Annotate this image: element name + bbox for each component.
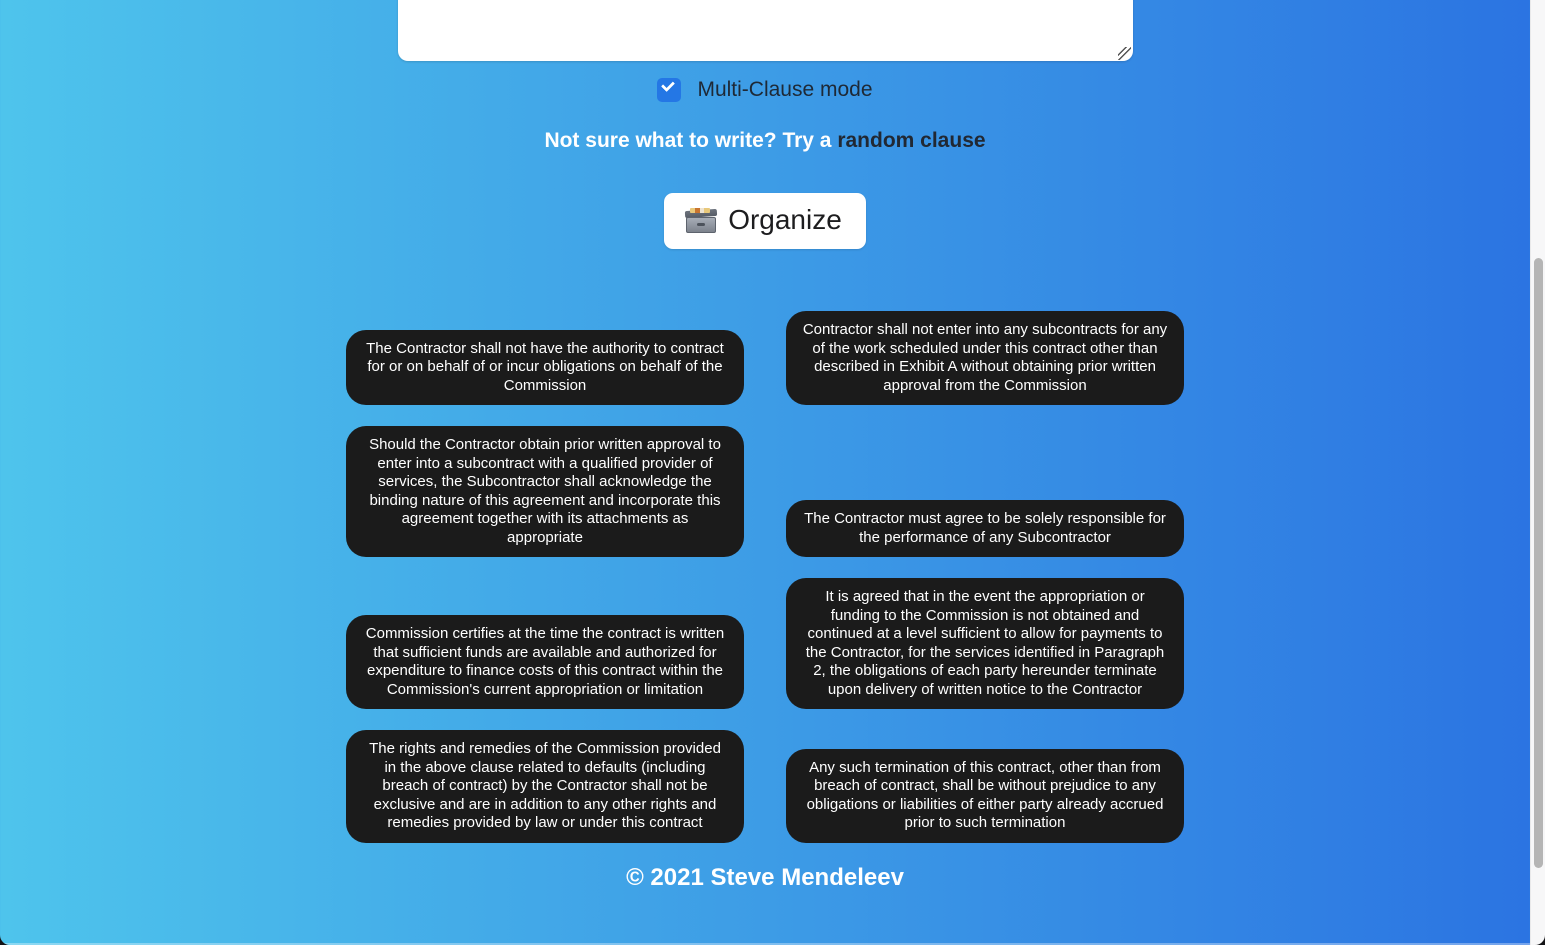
clause-card[interactable]: Any such termination of this contract, other than from breach of contract, shall be without prejudice to any obligations or liabilities of either party already accrued prior to such termination (786, 749, 1184, 843)
organize-row (0, 193, 1530, 249)
clause-input-textarea[interactable] (398, 0, 1133, 61)
checkmark-icon (661, 78, 675, 92)
clause-card[interactable]: Commission certifies at the time the contract is written that sufficient funds are available and authorized for expenditure to finance costs of this contract within the Commission's current appropriation or limitation (346, 615, 744, 709)
clause-row (0, 578, 1530, 709)
clause-row (0, 311, 1530, 405)
clause-card[interactable]: Should the Contractor obtain prior written approval to enter into a subcontract with a qualified provider of services, the Subcontractor shall acknowledge the binding nature of this agreement and incorporate this agreement together with its attachments as appropriate (346, 426, 744, 557)
scrollbar-track[interactable] (1530, 0, 1545, 945)
card-file-box-icon (686, 208, 716, 233)
random-clause-link[interactable]: random clause (837, 129, 986, 152)
clause-card[interactable]: The rights and remedies of the Commission provided in the above clause related to defaults (including breach of contract) by the Contractor shall not be exclusive and are in addition to any other rights and remedies provided by law or under this contract (346, 730, 744, 843)
multi-clause-row (0, 78, 1530, 102)
scrollbar-thumb[interactable] (1534, 258, 1543, 868)
clause-board (0, 311, 1530, 843)
clause-row (0, 426, 1530, 557)
textarea-resize-handle[interactable] (1118, 47, 1131, 60)
hint-text: Not sure what to write? Try a (544, 129, 838, 152)
clause-card[interactable]: The Contractor must agree to be solely responsible for the performance of any Subcontractor (786, 500, 1184, 557)
multi-clause-label[interactable]: Multi-Clause mode (697, 78, 873, 101)
clause-card[interactable]: The Contractor shall not have the authority to contract for or on behalf of or incur obligations on behalf of the Commission (346, 330, 744, 406)
organize-button-label: Organize (728, 204, 842, 235)
organize-button[interactable] (664, 193, 866, 249)
multi-clause-checkbox[interactable] (657, 78, 681, 102)
clause-card[interactable]: It is agreed that in the event the appropriation or funding to the Commission is not obtained and continued at a level sufficient to allow for payments to the Contractor, for the services identified in Paragraph 2, the obligations of each party hereunder terminate upon delivery of written notice to the Contractor (786, 578, 1184, 709)
clause-row (0, 730, 1530, 843)
hint-line (0, 129, 1530, 153)
clause-card[interactable]: Contractor shall not enter into any subcontracts for any of the work scheduled under this contract other than described in Exhibit A without obtaining prior written approval from the Commission (786, 311, 1184, 405)
footer-copyright: © 2021 Steve Mendeleev (626, 863, 904, 891)
clause-input-section (0, 0, 1530, 61)
